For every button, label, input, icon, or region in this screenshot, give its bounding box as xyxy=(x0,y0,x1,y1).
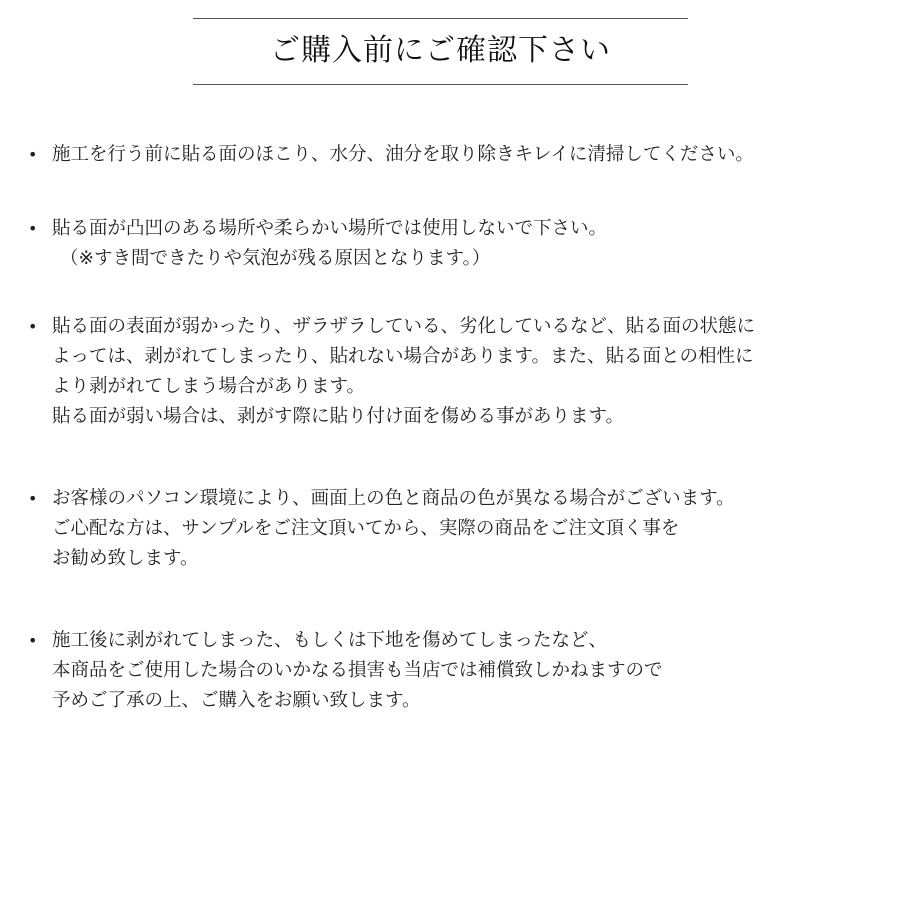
notice-line: ご心配な方は、サンプルをご注文頂いてから、実際の商品をご注文頂く事を xyxy=(52,518,680,539)
notice-line: 施工を行う前に貼る面のほこり、水分、油分を取り除きキレイに清掃してください。 xyxy=(52,144,754,165)
notice-line: 予めご了承の上、ご購入をお願い致します。 xyxy=(52,690,421,711)
notice-line: （※すき間できたりや気泡が残る原因となります。） xyxy=(60,248,491,269)
notice-line: 施工後に剥がれてしまった、もしくは下地を傷めてしまったなど、 xyxy=(52,630,608,651)
notice-line: 貼る面が弱い場合は、剥がす際に貼り付け面を傷める事があります。 xyxy=(52,406,625,427)
notice-cleaning xyxy=(28,140,878,170)
notice-line: 貼る面が凸凹のある場所や柔らかい場所では使用しないで下さい。 xyxy=(52,218,608,239)
bullet-point: • xyxy=(28,145,38,164)
notice-color-difference xyxy=(28,484,878,574)
bullet-point: • xyxy=(28,219,38,238)
title-bottom-rule xyxy=(193,84,688,85)
bullet-point: • xyxy=(28,489,38,508)
bullet-point: • xyxy=(28,631,38,650)
notice-line: より剥がれてしまう場合があります。 xyxy=(52,376,366,397)
notice-surface-condition xyxy=(28,312,878,432)
notice-line: 本商品をご使用した場合のいかなる損害も当店では補償致しかねますので xyxy=(52,660,663,681)
title-block xyxy=(193,18,688,86)
notice-line: 貼る面の表面が弱かったり、ザラザラしている、劣化しているなど、貼る面の状態に xyxy=(52,316,756,337)
notice-line: お客様のパソコン環境により、画面上の色と商品の色が異なる場合がございます。 xyxy=(52,488,735,509)
bullet-point: • xyxy=(28,317,38,336)
notice-line: よっては、剥がれてしまったり、貼れない場合があります。また、貼る面との相性に xyxy=(52,346,754,367)
notice-liability xyxy=(28,626,878,716)
title-top-rule xyxy=(193,18,688,19)
page-title: ご購入前にご確認下さい xyxy=(270,33,611,68)
notice-line: お勧め致します。 xyxy=(52,548,199,569)
notice-surface-shape xyxy=(28,214,878,274)
